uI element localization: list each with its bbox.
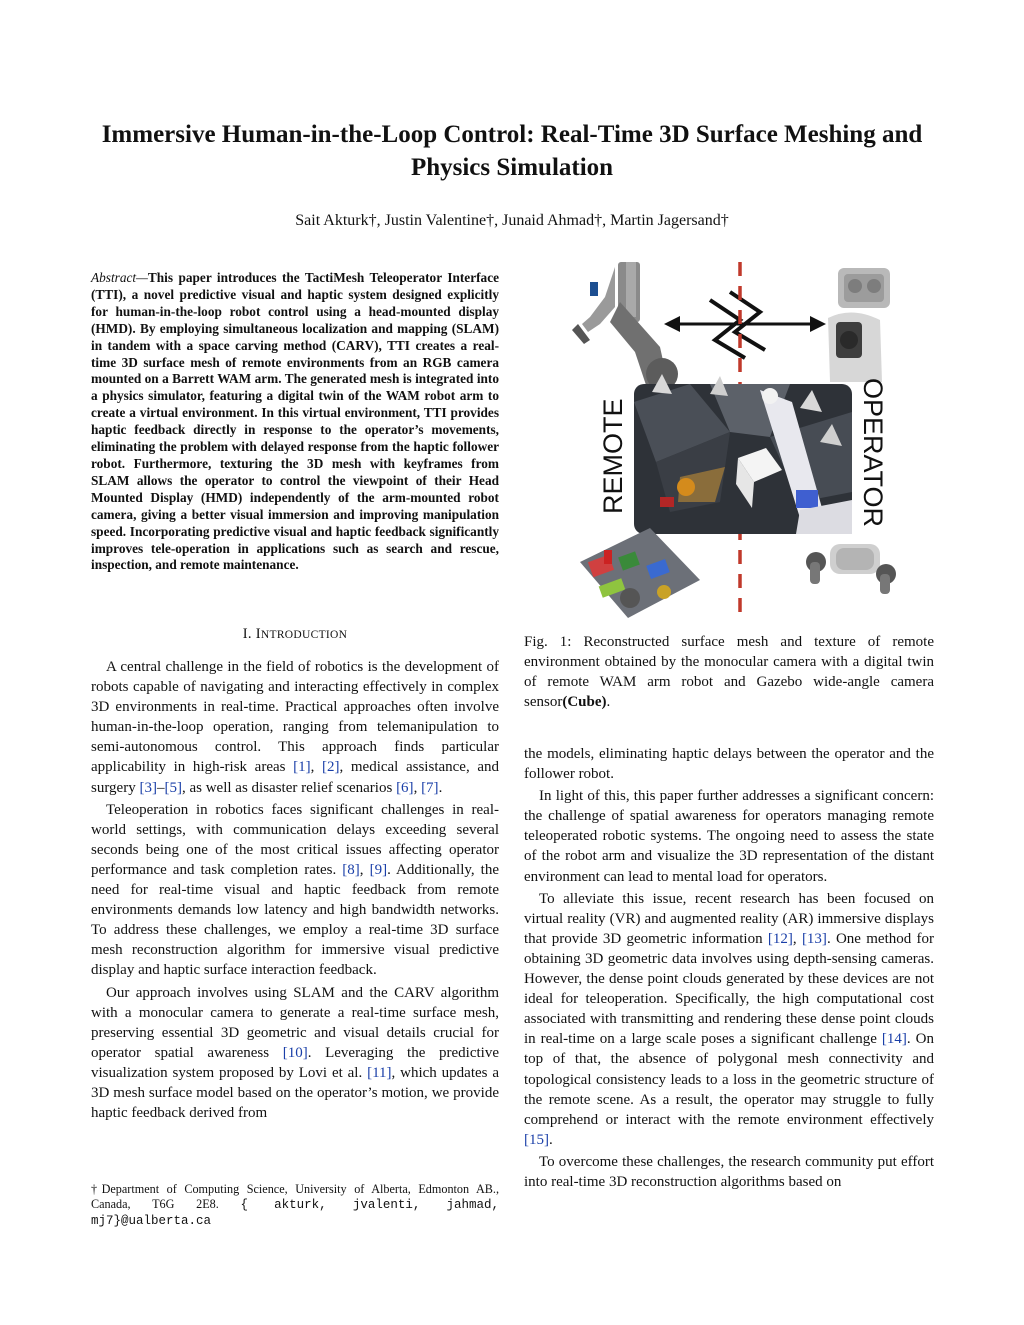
citation-link[interactable]: [1] bbox=[293, 759, 311, 776]
section-number: I. bbox=[242, 626, 252, 642]
caption-bold: (Cube) bbox=[562, 694, 607, 711]
text: . One method for obtaining 3D geometric data involves using depth-sensing cameras. However, the dense point clouds generated by these devices are not ideal for teleoperation. Specifically, the high computational cost associated with transmitting and rendering these dense point clouds in real-time on a large scale poses a significant challenge bbox=[524, 930, 935, 1048]
text: A central challenge in the field of robotics is the development of robots capable of navigating and interacting effectively in complex 3D environments in real-time. Practical approaches often involve human-in-the-loop operation, ranging from telemanipulation to semi-autonomous control. This approach finds particular applicability in high-risk areas bbox=[91, 659, 499, 776]
citation-link[interactable]: [7] bbox=[421, 779, 439, 796]
right-column-body bbox=[524, 744, 934, 1194]
reconstructed-mesh-scene bbox=[634, 374, 852, 534]
citation-link[interactable]: [2] bbox=[322, 759, 340, 776]
citation-link[interactable]: [10] bbox=[282, 1044, 308, 1061]
operator-haptic-device-image bbox=[828, 268, 890, 382]
label-remote: REMOTE bbox=[598, 398, 628, 514]
text: . On top of that, the absence of polygonal mesh connectivity and topological consistency leads to a loss in the geometric structure of the remote scene. As a result, the operator may struggle to fully comprehend or interact with the remote environment effectively bbox=[524, 1031, 934, 1128]
caption-text: Fig. 1: Reconstructed surface mesh and texture of remote environment obtained by the monocular camera with a digital twin of remote WAM arm robot and Gazebo wide-angle camera sensor bbox=[524, 634, 934, 711]
text: To alleviate this issue, recent research has been focused on virtual reality (VR) and augmented reality (AR) immersive displays that provide 3D geometric information bbox=[524, 890, 934, 947]
footnote-affiliation bbox=[91, 1182, 499, 1229]
citation-link[interactable]: [8] bbox=[342, 861, 360, 878]
paragraph bbox=[524, 1152, 934, 1192]
section-title-first: I bbox=[255, 626, 261, 642]
author-list: Sait Akturk†, Justin Valentine†, Junaid Ahmad†, Martin Jagersand† bbox=[295, 212, 729, 229]
citation-link[interactable]: [9] bbox=[369, 861, 388, 878]
citation-link[interactable]: [11] bbox=[367, 1064, 392, 1081]
citation-link[interactable]: [15] bbox=[524, 1131, 549, 1148]
text: , as well as disaster relief scenarios bbox=[181, 779, 397, 796]
text: the models, eliminating haptic delays between the operator and the follower robot. bbox=[524, 746, 934, 783]
text: – bbox=[156, 779, 165, 796]
caption-end: . bbox=[606, 694, 611, 711]
paragraph bbox=[524, 744, 934, 784]
label-operator: OPERATOR bbox=[858, 378, 888, 528]
footnote-emails: { akturk, jvalenti, jahmad, mj7}@ualberta.ca bbox=[91, 1198, 499, 1228]
figure-1 bbox=[560, 262, 900, 622]
left-column-body bbox=[91, 657, 499, 1125]
section-title-rest: NTRODUCTION bbox=[260, 629, 348, 641]
paragraph: Teleoperation in robotics faces significant challenges in real-world settings, with communication delays exceeding several seconds being one of the most critical issues affecting operator performance and task completion rates. [8], [9]. Additionally, the need for real-time visual and haptic feedback from remote environments demands low latency and high bandwidth networks. To address these challenges, we employ a real-time 3D surface mesh reconstruction algorithm for immersive visual predictive display and haptic surface interaction feedback. bbox=[91, 801, 499, 979]
section-heading-introduction bbox=[91, 626, 499, 643]
text: , medical assistance, and surgery bbox=[91, 759, 499, 796]
text: In light of this, this paper further addresses a significant concern: the challenge of spatial awareness for operators managing remote teleoperated robotic systems. The ongoing need to assess the state of the robot arm and visualize the 3D representation of the distant environment can lead to mental load for operators. bbox=[524, 788, 934, 885]
text: . Leveraging the predictive visualization system proposed by Lovi et al. bbox=[91, 1044, 500, 1081]
text: , which updates a 3D mesh surface model based on the operator’s motion, we provide haptic feedback derived from bbox=[91, 1064, 500, 1122]
figure-1-caption bbox=[524, 632, 934, 712]
citation-link[interactable]: [13] bbox=[801, 930, 827, 947]
paragraph: To alleviate this issue, recent research has been focused on virtual reality (VR) and augmented reality (AR) immersive displays that provide 3D geometric information [12], [13]. One method for obtaining 3D geometric data involves using depth-sensing cameras. However, the dense point clouds generated by these devices are not ideal for teleoperation. Specifically, the high computational cost associated with transmitting and rendering these dense point clouds in real-time on a large scale poses a significant challenge [14]. On top of that, the absence of polygonal mesh connectivity and topological consistency leads to a loss in the geometric structure of the remote scene. As a result, the operator may struggle to fully comprehend or interact with the remote environment effectively [15]. bbox=[524, 890, 935, 1148]
text: To overcome these challenges, the research community put effort into real-time 3D reconstruction algorithms based on bbox=[524, 1153, 934, 1190]
abstract-lead: Abstract— bbox=[91, 270, 148, 285]
citation-link[interactable]: [5] bbox=[164, 779, 182, 796]
abstract-body: This paper introduces the TactiMesh Teleoperator Interface (TTI), a novel predictive visual and haptic system designed explicitly for human-in-the-loop robot control using a head-mounted display (HMD). By employing simultaneous localization and mapping (SLAM) in tandem with a space carving method (CARV), TTI creates a real-time 3D surface mesh of remote environments from an RGB camera mounted on a Barrett WAM arm. The generated mesh is integrated into a physics simulator, featuring a digital twin of the WAM robot arm to create a virtual environment. In this virtual environment, TTI provides haptic feedback directly in response to the operator’s movements, eliminating the problem with delayed response from the haptic follower robot. Furthermore, texturing the 3D mesh with keyframes from SLAM allows the operator to control the viewpoint of their Head Mounted Display (HMD) independently of the arm-mounted robot camera, giving a better visual immersion and improving manipulation speed. Incorporating predictive visual and haptic feedback significantly improves tele-operation in applications such as search and rescue, inspection, and remote maintenance. bbox=[91, 270, 499, 573]
abstract bbox=[91, 270, 499, 574]
footnote-text: †Department of Computing Science, University of Alberta, Edmonton AB., Canada, T6G 2E8. bbox=[91, 1182, 499, 1211]
citation-link[interactable]: [14] bbox=[881, 1031, 907, 1048]
vr-headset-image bbox=[806, 544, 896, 594]
delayed-link-arrow bbox=[664, 292, 826, 358]
citation-link[interactable]: [6] bbox=[396, 779, 414, 796]
citation-link[interactable]: [12] bbox=[767, 930, 793, 947]
paragraph bbox=[524, 786, 934, 886]
text: Teleoperation in robotics faces significant challenges in real-world settings, with communication delays exceeding several seconds being one of the most critical issues affecting operator performance and task completion rates. bbox=[91, 801, 499, 878]
citation-link[interactable]: [3] bbox=[139, 779, 157, 796]
text: Additionally, the need for real-time visual and haptic feedback from remote environments demands low latency and high bandwidth networks. To address these challenges, we employ a real-time 3D surface mesh reconstruction algorithm for immersive visual predictive display and haptic surface interaction feedback. bbox=[91, 861, 499, 979]
paragraph: A central challenge in the field of robotics is the development of robots capable of navigating and interacting effectively in complex 3D environments in real-time. Practical approaches often involve human-in-the-loop operation, ranging from telemanipulation to semi-autonomous control. This approach finds particular applicability in high-risk areas [1], [2], medical assistance, and surgery [3]–[5], as well as disaster relief scenarios [6], [7]. bbox=[91, 659, 499, 796]
paragraph bbox=[91, 983, 499, 1124]
paper-title: Immersive Human-in-the-Loop Control: Real-Time 3D Surface Meshing and Physics Simulation bbox=[101, 121, 923, 181]
remote-objects-photo bbox=[580, 528, 700, 618]
text: Our approach involves using SLAM and the CARV algorithm with a monocular camera to generate a real-time surface mesh, preserving essential 3D geometric and visual details crucial for operator spatial awareness bbox=[91, 984, 499, 1061]
